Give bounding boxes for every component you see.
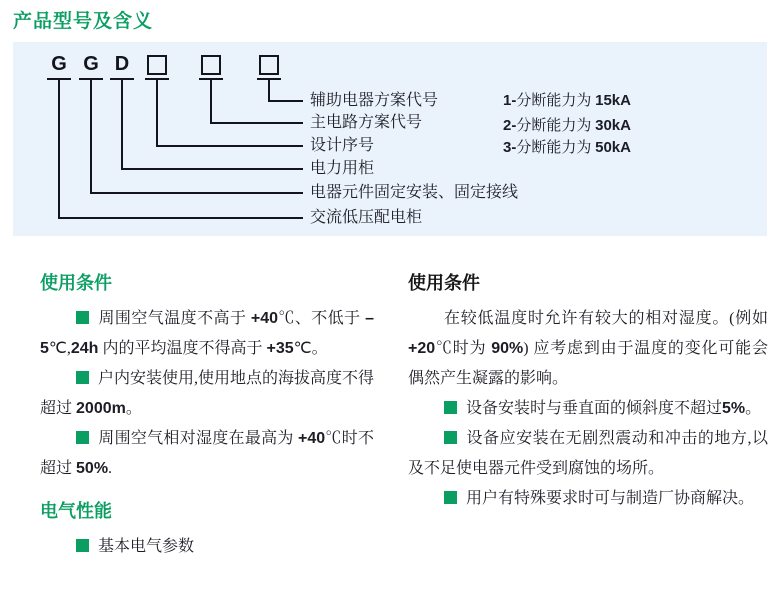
model-code-box <box>259 55 279 75</box>
connector-horizontal-line <box>58 217 303 219</box>
model-letter: G <box>83 53 99 75</box>
capacity-value: 30kA <box>595 117 631 134</box>
diagram-label: 主电路方案代号 <box>310 114 423 131</box>
electrical-items <box>40 532 374 562</box>
body-paragraph: 基本电气参数 <box>40 532 374 562</box>
diagram-label: 电器元件固定安装、固定接线 <box>310 184 519 201</box>
connector-vertical-line <box>210 80 212 124</box>
body-paragraph: 设备安装时与垂直面的倾斜度不超过5%。 <box>408 394 768 424</box>
usage-items-left <box>40 304 374 484</box>
model-code-box <box>147 55 167 75</box>
connector-horizontal-line <box>90 192 303 194</box>
connector-horizontal-line <box>156 145 303 147</box>
electrical-performance-heading: 电气性能 <box>40 501 112 521</box>
connector-horizontal-line <box>210 122 303 124</box>
body-paragraph: 户内安装使用,使用地点的海拔高度不得超过 2000m。 <box>40 370 375 417</box>
diagram-label: 辅助电器方案代号 <box>310 92 439 109</box>
model-letter: D <box>114 53 130 75</box>
body-paragraph: 周围空气温度不高于 +40℃、不低于 –5℃,24h 内的平均温度不得高于 +35℃。 <box>40 310 374 357</box>
usage-conditions-heading-right: 使用条件 <box>408 273 480 293</box>
usage-intro-paragraph <box>408 304 768 394</box>
diagram-label: 设计序号 <box>310 137 375 154</box>
capacity-text: 分断能力为 <box>516 140 596 156</box>
connector-vertical-line <box>268 80 270 102</box>
connector-horizontal-line <box>268 100 303 102</box>
capacity-code: 2- <box>503 117 517 134</box>
bullet-square-icon <box>76 431 89 444</box>
capacity-value: 50kA <box>595 139 631 156</box>
capacity-code: 3- <box>503 139 517 156</box>
diagram-label: 电力用柜 <box>310 160 375 177</box>
body-paragraph: 在较低温度时允许有较大的相对湿度。(例如+20℃时为 90%) 应考虑到由于温度的变化可能会偶然产生凝露的影响。 <box>408 310 768 387</box>
model-code-box <box>201 55 221 75</box>
body-paragraph: 用户有特殊要求时可与制造厂协商解决。 <box>408 484 768 514</box>
capacity-text: 分断能力为 <box>516 118 596 134</box>
bullet-square-icon <box>76 311 89 324</box>
body-paragraph: 设备应安装在无剧烈震动和冲击的地方,以及不足使电器元件受到腐蚀的场所。 <box>408 430 768 477</box>
connector-vertical-line <box>156 80 158 147</box>
left-column <box>40 268 374 562</box>
usage-items-right <box>408 394 768 514</box>
connector-horizontal-line <box>121 168 303 170</box>
connector-vertical-line <box>58 80 60 219</box>
breaking-capacity-item <box>503 139 631 157</box>
capacity-value: 15kA <box>595 92 631 109</box>
bullet-square-icon <box>444 491 457 504</box>
breaking-capacity-item <box>503 117 631 135</box>
model-designation-diagram <box>13 42 767 236</box>
capacity-text: 分断能力为 <box>516 93 596 109</box>
body-paragraph: 周围空气相对湿度在最高为 +40℃时不超过 50%. <box>40 430 374 477</box>
bullet-square-icon <box>444 431 457 444</box>
right-column <box>408 268 768 514</box>
breaking-capacity-item <box>503 92 631 110</box>
page-title: 产品型号及含义 <box>13 11 154 32</box>
connector-vertical-line <box>90 80 92 194</box>
model-letter: G <box>51 53 67 75</box>
bullet-square-icon <box>444 401 457 414</box>
capacity-code: 1- <box>503 92 517 109</box>
bullet-square-icon <box>76 371 89 384</box>
diagram-label: 交流低压配电柜 <box>310 209 423 226</box>
connector-vertical-line <box>121 80 123 170</box>
bullet-square-icon <box>76 539 89 552</box>
usage-conditions-heading-left: 使用条件 <box>40 273 112 293</box>
